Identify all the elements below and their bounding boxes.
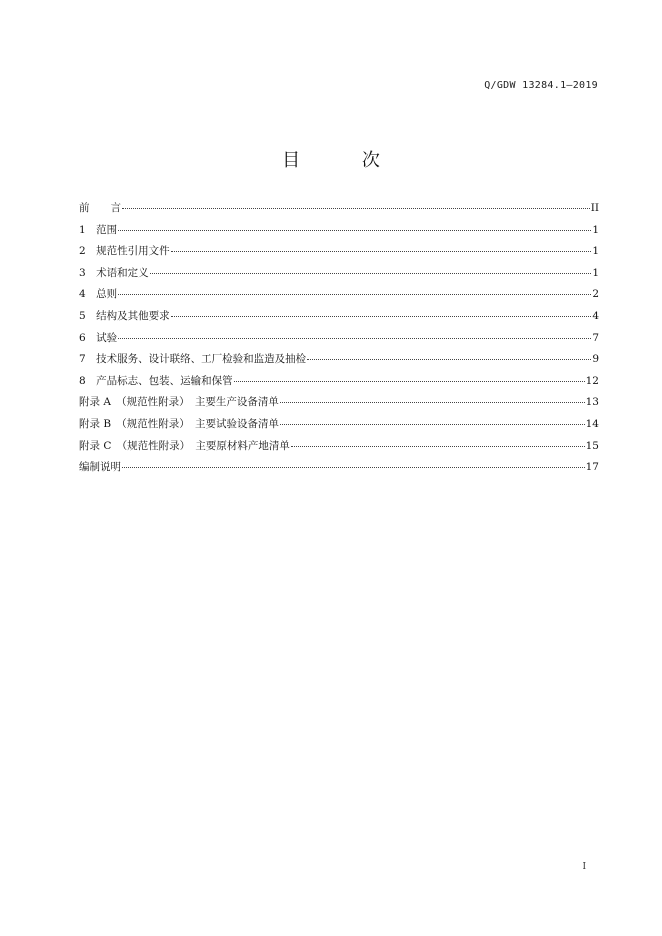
toc-leader <box>171 315 592 317</box>
toc-entry[interactable] <box>79 457 599 479</box>
toc-entry-label: 3 术语和定义 <box>79 266 149 279</box>
toc-leader <box>118 337 591 339</box>
toc-entry-page: 7 <box>592 331 599 344</box>
toc-leader <box>291 445 585 447</box>
toc-title: 目 次 <box>282 150 408 171</box>
toc-leader <box>171 250 592 252</box>
toc-entry[interactable] <box>79 349 599 371</box>
toc-entry[interactable] <box>79 198 599 220</box>
toc-entry-label: 1 范围 <box>79 223 118 236</box>
toc-leader <box>118 293 591 295</box>
toc-entry[interactable] <box>79 436 599 458</box>
toc-entry-label: 附录 B （规范性附录） 主要试验设备清单 <box>79 417 280 430</box>
toc-entry-label: 6 试验 <box>79 331 118 344</box>
toc-entry-page: 2 <box>592 288 599 301</box>
toc-entry[interactable] <box>79 263 599 285</box>
toc-entry[interactable] <box>79 306 599 328</box>
toc-entry-label: 附录 A （规范性附录） 主要生产设备清单 <box>79 396 279 409</box>
toc-entry-page: 1 <box>592 223 599 236</box>
toc-entry-page: 9 <box>592 353 599 366</box>
toc-entry-page: II <box>590 202 599 214</box>
toc-entry-page: 1 <box>592 266 599 279</box>
toc-leader <box>122 466 585 468</box>
toc-entry-page: 17 <box>585 461 599 474</box>
toc-entry-page: 4 <box>592 309 599 322</box>
toc-leader <box>234 380 585 382</box>
footer-page-number: I <box>582 862 586 872</box>
toc-leader <box>118 229 591 231</box>
toc-entry-label: 7 技术服务、设计联络、工厂检验和监造及抽检 <box>79 353 307 366</box>
toc-entry[interactable] <box>79 284 599 306</box>
toc-entry[interactable] <box>79 392 599 414</box>
toc-leader <box>122 207 590 209</box>
toc-entry[interactable] <box>79 328 599 350</box>
toc-entry-page: 1 <box>592 245 599 258</box>
toc-entry-page: 12 <box>585 374 599 387</box>
toc-entry-label: 5 结构及其他要求 <box>79 309 170 322</box>
toc-entry[interactable] <box>79 241 599 263</box>
toc-entry-label: 附录 C （规范性附录） 主要原材料产地清单 <box>79 439 290 452</box>
toc-entry-label: 编制说明 <box>79 461 121 474</box>
toc-leader <box>150 272 592 274</box>
toc-entry[interactable] <box>79 371 599 393</box>
toc-entry-page: 13 <box>585 396 599 409</box>
toc-entry-label: 8 产品标志、包装、运输和保管 <box>79 374 233 387</box>
toc-entry-label: 2 规范性引用文件 <box>79 245 170 258</box>
toc-entry[interactable] <box>79 414 599 436</box>
toc-entry[interactable] <box>79 220 599 242</box>
toc-leader <box>307 358 591 360</box>
toc-leader <box>280 401 585 403</box>
toc-entry-label: 4 总则 <box>79 288 118 301</box>
toc-entry-page: 15 <box>585 439 599 452</box>
document-code: Q/GDW 13284.1—2019 <box>484 80 598 91</box>
toc-entry-page: 14 <box>585 417 599 430</box>
toc-leader <box>280 423 585 425</box>
toc-list <box>79 198 599 479</box>
toc-entry-label: 前 言 <box>79 202 121 214</box>
